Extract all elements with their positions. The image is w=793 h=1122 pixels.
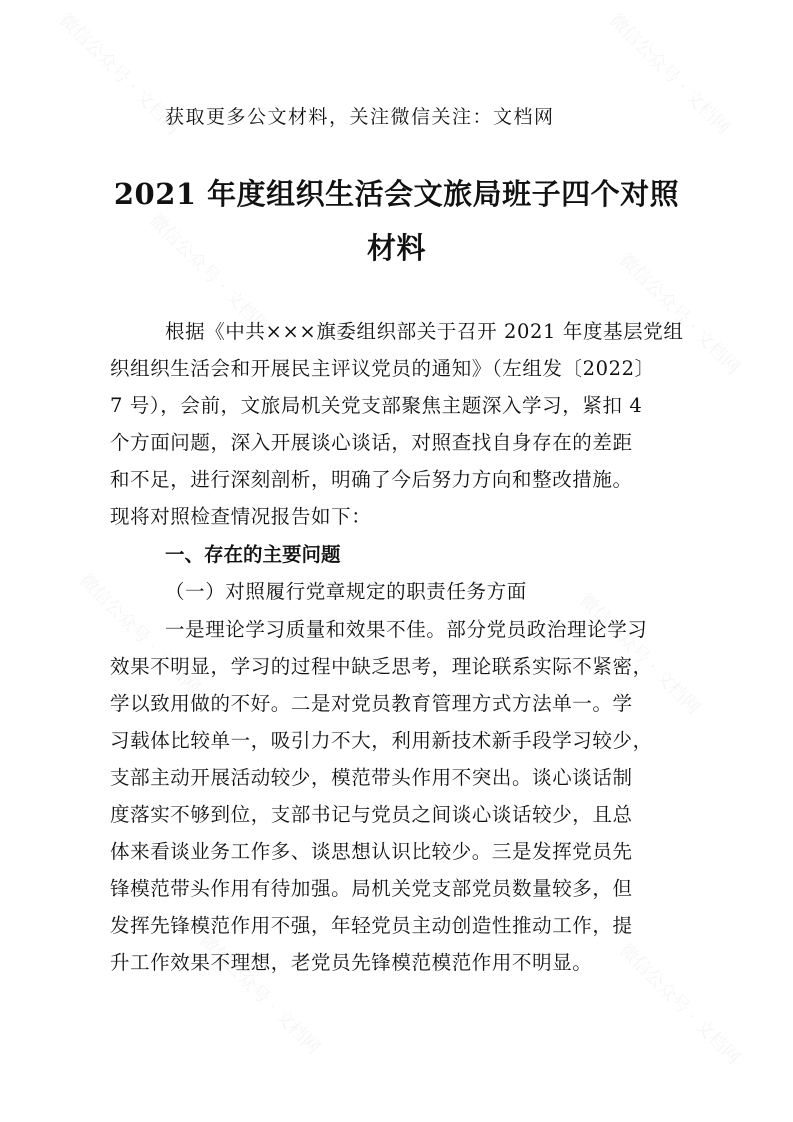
watermark: 微信公众号 · 文档网 <box>575 589 704 719</box>
body-line: 学以致用做的不好。二是对党员教育管理方式方法单一。学 <box>110 692 633 715</box>
header-note: 获取更多公文材料，关注微信关注：文档网 <box>165 106 555 128</box>
watermark: 微信公众号 · 文档网 <box>615 249 744 379</box>
subsection-heading: （一）对照履行党章规定的职责任务方面 <box>165 580 527 603</box>
body-line: 升工作效果不理想，老党员先锋模范模范作用不明显。 <box>110 951 593 974</box>
intro-line: 根据《中共×××旗委组织部关于召开 2021 年度基层党组 <box>165 320 684 343</box>
watermark: 微信公众号 · 文档网 <box>55 9 184 139</box>
intro-line: 织组织生活会和开展民主评议党员的通知》（左组发〔2022〕 <box>110 357 655 380</box>
body-line: 度落实不够到位，支部书记与党员之间谈心谈话较少，且总 <box>110 803 633 826</box>
body-line: 效果不明显，学习的过程中缺乏思考，理论联系实际不紧密， <box>110 655 653 678</box>
intro-line: 现将对照检查情况报告如下： <box>110 505 372 528</box>
intro-line: 和不足，进行深刻剖析，明确了今后努力方向和整改措施。 <box>110 468 633 491</box>
section-heading: 一、存在的主要问题 <box>165 543 341 566</box>
body-line: 支部主动开展活动较少，模范带头作用不突出。谈心谈话制 <box>110 766 633 789</box>
body-line: 体来看谈业务工作多、谈思想认识比较少。三是发挥党员先 <box>110 840 633 863</box>
watermark: 微信公众号 · 文档网 <box>195 929 324 1059</box>
watermark: 微信公众号 · 文档网 <box>75 569 204 699</box>
watermark: 微信公众号 · 文档网 <box>615 939 744 1069</box>
watermark: 微信公众号 · 文档网 <box>605 9 734 139</box>
body-line: 锋模范带头作用有待加强。局机关党支部党员数量较多，但 <box>110 877 633 900</box>
body-line: 发挥先锋模范作用不强，年轻党员主动创造性推动工作，提 <box>110 914 633 937</box>
intro-line: 7 号），会前，文旅局机关党支部聚焦主题深入学习，紧扣 4 <box>110 394 643 417</box>
body-line: 一是理论学习质量和效果不佳。部分党员政治理论学习 <box>165 618 648 641</box>
body-line: 习载体比较单一，吸引力不大，利用新技术新手段学习较少， <box>110 729 653 752</box>
watermark: 微信公众号 · 文档网 <box>145 209 274 339</box>
intro-line: 个方面问题，深入开展谈心谈话，对照查找自身存在的差距 <box>110 431 633 454</box>
document-title-line-2: 材料 <box>366 231 426 265</box>
document-title-line-1: 2021 年度组织生活会文旅局班子四个对照 <box>113 177 680 211</box>
